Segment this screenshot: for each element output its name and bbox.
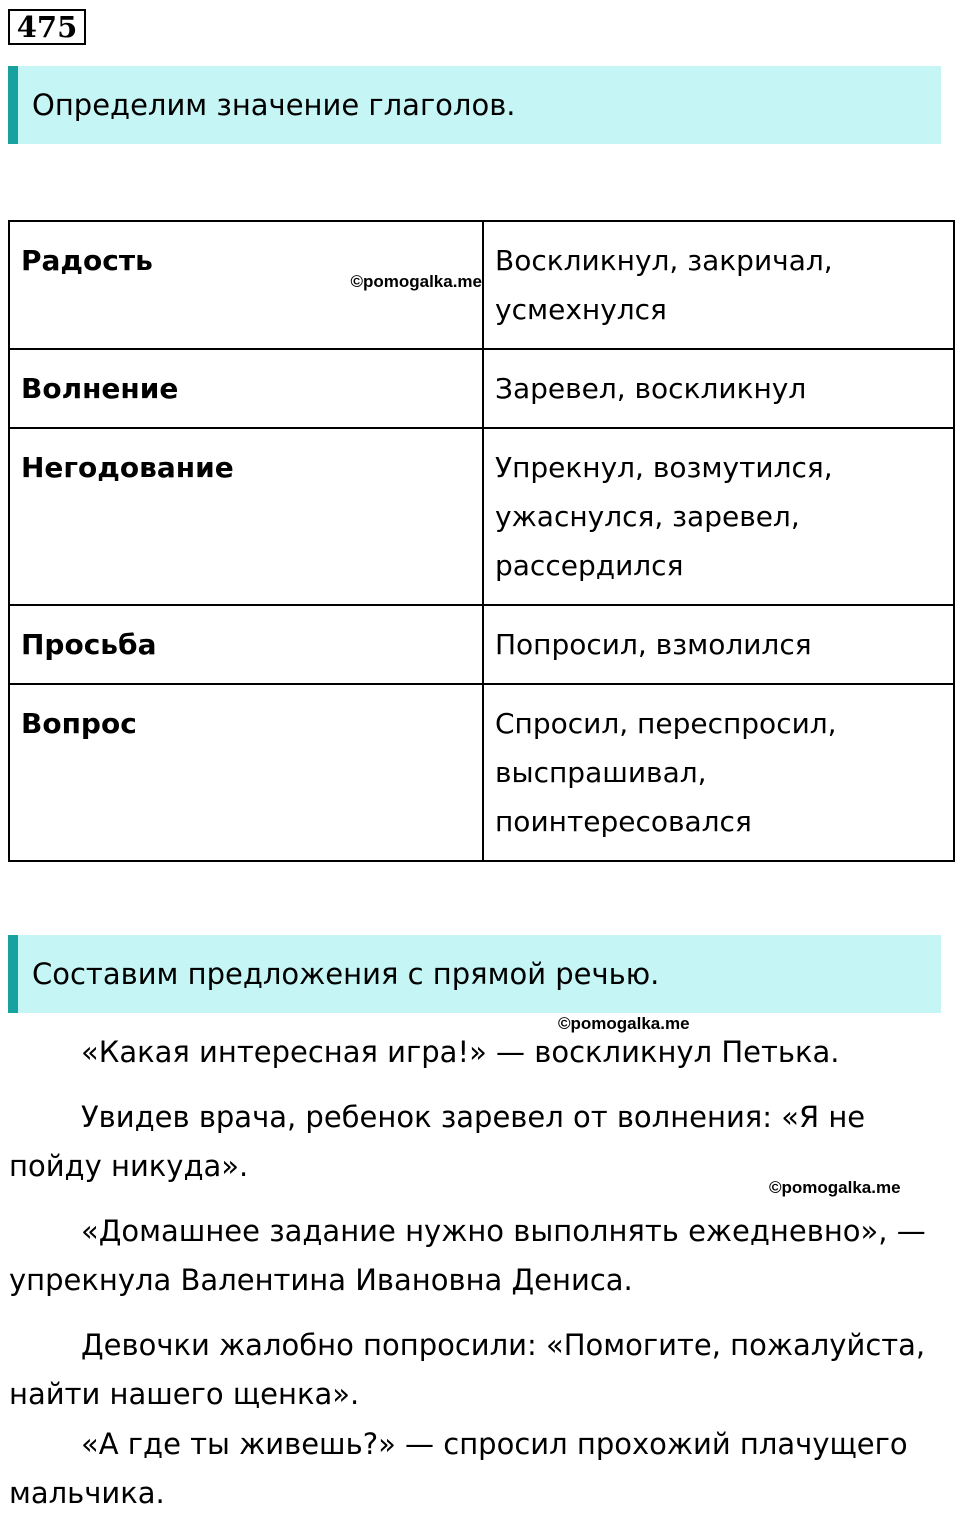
- table-row: [9, 221, 954, 349]
- table-row: [9, 349, 954, 428]
- watermark: ©pomogalka.me: [769, 1178, 901, 1197]
- verbs-table: [8, 220, 955, 862]
- table-cell-verbs: Воскликнул, закричал, усмехнулся: [483, 221, 954, 349]
- watermark: ©pomogalka.me: [350, 272, 482, 291]
- row-label: Радость: [21, 244, 153, 277]
- exercise-number: 475: [8, 9, 86, 45]
- table-cell-verbs: Спросил, переспросил, выспрашивал, поинтересовался: [483, 684, 954, 861]
- table-cell-verbs: Попросил, взмолился: [483, 605, 954, 684]
- table-row: [9, 428, 954, 605]
- table-cell-label: [9, 221, 483, 349]
- sentence-paragraph: Увидев врача, ребенок заревел от волнения: «Я не пойду никуда».: [9, 1100, 866, 1183]
- sentence-paragraph: «Какая интересная игра!» — воскликнул Петька.: [81, 1035, 840, 1069]
- section-heading-verb-meaning: Определим значение глаголов.: [8, 66, 941, 144]
- sentence-paragraph: «Домашнее задание нужно выполнять ежедневно», — упрекнула Валентина Ивановна Дениса.: [9, 1214, 926, 1297]
- table-cell-label: Вопрос: [9, 684, 483, 861]
- sentence-paragraph: «А где ты живешь?» — спросил прохожий плачущего мальчика.: [9, 1427, 908, 1510]
- table-row: [9, 605, 954, 684]
- table-cell-label: Просьба: [9, 605, 483, 684]
- sentence-paragraph: Девочки жалобно попросили: «Помогите, пожалуйста, найти нашего щенка».: [9, 1328, 926, 1411]
- table-cell-verbs: Заревел, воскликнул: [483, 349, 954, 428]
- table-row: [9, 684, 954, 861]
- table-cell-verbs: Упрекнул, возмутился, ужаснулся, заревел, рассердился: [483, 428, 954, 605]
- section-heading-direct-speech: Составим предложения с прямой речью.: [8, 935, 941, 1013]
- watermark: ©pomogalka.me: [558, 1014, 690, 1033]
- table-cell-label: Негодование: [9, 428, 483, 605]
- table-cell-label: Волнение: [9, 349, 483, 428]
